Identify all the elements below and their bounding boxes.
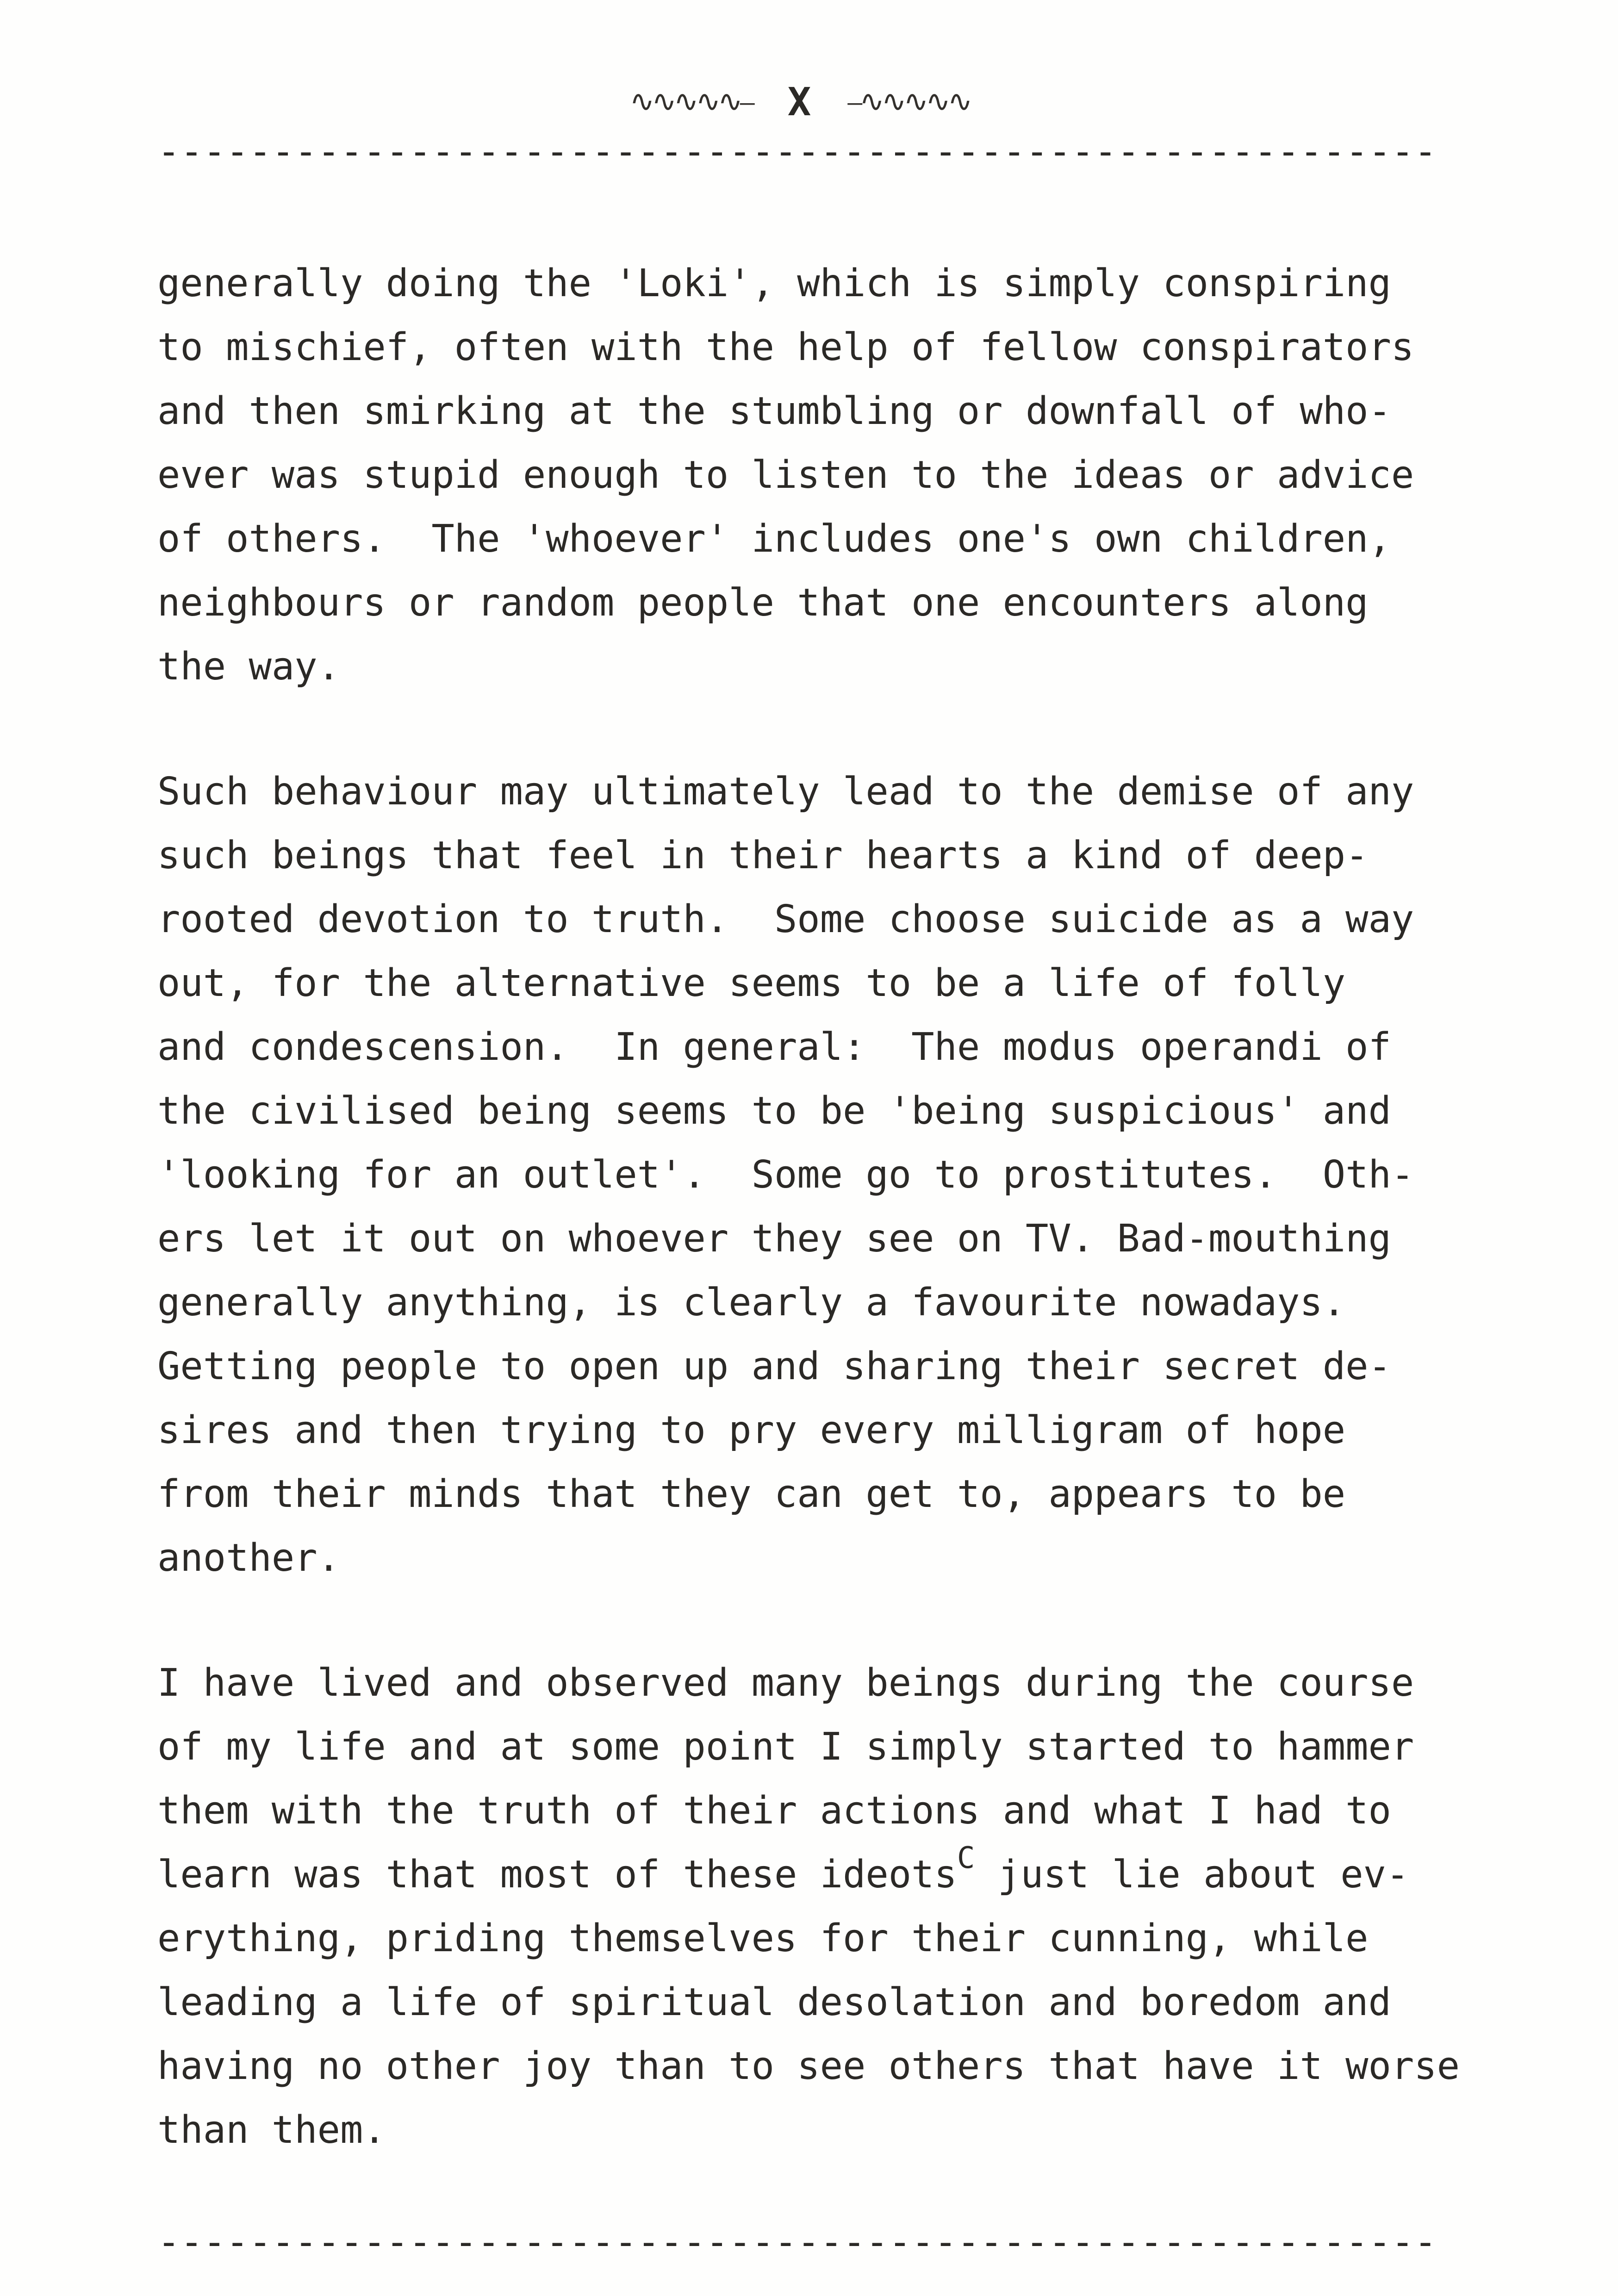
text-line: of my life and at some point I simply started to hammer <box>157 1724 1414 1769</box>
top-divider: -------------------------------------------------------- <box>157 132 1437 171</box>
chapter-header <box>157 79 1442 124</box>
text-line: Such behaviour may ultimately lead to the demise of any <box>157 769 1414 814</box>
bottom-divider: -------------------------------------------------------- <box>157 2223 1437 2261</box>
text-line: the way. <box>157 644 340 689</box>
text-segment: just lie about ev- <box>975 1852 1409 1897</box>
text-line: out, for the alternative seems to be a life of folly <box>157 961 1346 1005</box>
text-line: 'looking for an outlet'. Some go to prostitutes. Oth- <box>157 1152 1414 1197</box>
paragraph <box>157 1651 1460 2162</box>
text-line: than them. <box>157 2108 386 2152</box>
text-line: neighbours or random people that one encounters along <box>157 580 1369 625</box>
text-line: ever was stupid enough to listen to the ideas or advice <box>157 453 1414 497</box>
text-line: leading a life of spiritual desolation and boredom and <box>157 1980 1391 2024</box>
text-line: and then smirking at the stumbling or downfall of who- <box>157 389 1391 433</box>
text-line: rooted devotion to truth. Some choose suicide as a way <box>157 897 1414 941</box>
text-line: such beings that feel in their hearts a kind of deep- <box>157 833 1369 877</box>
text-line: another. <box>157 1536 340 1580</box>
text-line: the civilised being seems to be 'being suspicious' and <box>157 1089 1391 1133</box>
text-line: from their minds that they can get to, appears to be <box>157 1472 1346 1516</box>
text-line: generally anything, is clearly a favourite nowadays. <box>157 1280 1346 1325</box>
text-line: I have lived and observed many beings during the course <box>157 1661 1414 1705</box>
text-line: and condescension. In general: The modus operandi of <box>157 1025 1391 1069</box>
paragraphs <box>157 252 1460 2162</box>
text-line: sires and then trying to pry every milligram of hope <box>157 1408 1346 1452</box>
text-line: Getting people to open up and sharing their secret de- <box>157 1344 1391 1388</box>
ornament-left-icon: ∿∿∿∿∿⎯ <box>629 84 752 119</box>
text-line: ers let it out on whoever they see on TV. Bad-mouthing <box>157 1216 1391 1261</box>
chapter-number: X <box>787 79 812 124</box>
ornament-right-icon: ⎯∿∿∿∿∿ <box>847 84 970 119</box>
paragraph <box>157 760 1442 1590</box>
text-line <box>157 1843 1442 1907</box>
insertion-mark: C <box>957 1841 975 1875</box>
text-line: to mischief, often with the help of fellow conspirators <box>157 325 1414 369</box>
text-line: generally doing the 'Loki', which is simply conspiring <box>157 261 1391 305</box>
text-line: them with the truth of their actions and what I had to <box>157 1788 1391 1833</box>
text-segment: learn was that most of these ideots <box>157 1852 957 1897</box>
paragraph <box>157 252 1442 699</box>
text-line: having no other joy than to see others that have it worse <box>157 2044 1460 2088</box>
text-line: erything, priding themselves for their cunning, while <box>157 1916 1369 1960</box>
text-line: of others. The 'whoever' includes one's own children, <box>157 516 1391 561</box>
